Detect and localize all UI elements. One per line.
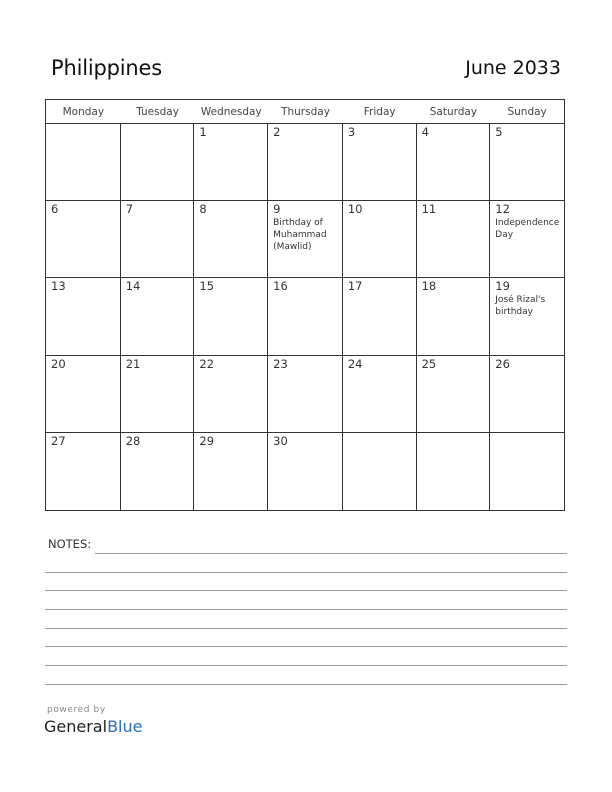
logo-text-general: General <box>44 717 108 736</box>
day-number: 24 <box>347 356 363 371</box>
day-cell <box>490 201 564 278</box>
day-cell <box>268 356 343 433</box>
weekday-header-tuesday: Tuesday <box>121 100 195 124</box>
day-cell <box>194 201 268 278</box>
logo-text-blue: Blue <box>107 717 143 736</box>
day-number: 4 <box>421 125 429 139</box>
day-number: 12 <box>495 202 510 217</box>
day-cell <box>194 356 268 433</box>
day-number: 2 <box>273 125 281 139</box>
day-number: 25 <box>421 356 437 371</box>
day-number: 23 <box>273 356 288 371</box>
notes-line <box>45 609 567 610</box>
day-cell <box>417 201 491 278</box>
day-cell <box>121 278 195 355</box>
day-number: 29 <box>199 433 215 448</box>
day-cell <box>268 124 343 201</box>
day-number: 5 <box>495 125 503 139</box>
weekday-header-monday: Monday <box>46 100 121 124</box>
day-cell <box>343 356 417 433</box>
day-cell <box>194 278 268 355</box>
day-cell <box>490 124 564 201</box>
weekday-header-friday: Friday <box>343 100 417 124</box>
holiday-label: José Rizal's birthday <box>495 295 546 318</box>
notes-line <box>95 553 567 554</box>
day-cell <box>194 433 268 510</box>
generalblue-logo <box>44 717 142 736</box>
day-cell <box>46 124 121 201</box>
weekday-header-saturday: Saturday <box>417 100 491 124</box>
day-cell <box>121 356 195 433</box>
day-cell <box>46 356 121 433</box>
day-number: 8 <box>199 202 207 217</box>
day-cell <box>268 278 343 355</box>
day-number: 18 <box>421 279 437 294</box>
day-number: 15 <box>199 279 215 294</box>
day-cell <box>417 356 491 433</box>
notes-line <box>45 646 567 647</box>
day-cell <box>490 433 564 510</box>
day-number: 11 <box>421 202 437 217</box>
day-cell <box>490 356 564 433</box>
day-number: 16 <box>273 279 288 294</box>
month-title: June 2033 <box>465 57 561 79</box>
day-number: 28 <box>125 433 141 448</box>
notes-label: NOTES: <box>48 537 92 551</box>
weekday-header-thursday: Thursday <box>268 100 343 124</box>
day-cell <box>417 278 491 355</box>
day-cell <box>46 433 121 510</box>
day-cell <box>194 124 268 201</box>
day-number: 17 <box>347 279 363 294</box>
day-cell <box>46 278 121 355</box>
day-cell <box>490 278 564 355</box>
day-number: 21 <box>125 356 141 371</box>
day-number: 7 <box>125 202 134 217</box>
day-number: 1 <box>199 125 207 139</box>
weekday-header-sunday: Sunday <box>490 100 564 124</box>
day-number: 14 <box>125 279 141 294</box>
day-number: 9 <box>273 202 281 217</box>
day-cell <box>343 124 417 201</box>
day-cell <box>46 201 121 278</box>
notes-line <box>45 628 567 629</box>
day-number: 27 <box>51 433 66 448</box>
day-number: 19 <box>495 279 510 294</box>
day-cell <box>343 433 417 510</box>
country-title: Philippines <box>51 56 162 80</box>
day-number: 3 <box>347 125 356 139</box>
day-number: 22 <box>199 356 215 371</box>
day-cell <box>121 124 195 201</box>
day-cell <box>121 201 195 278</box>
day-number: 30 <box>273 433 288 448</box>
day-cell <box>268 433 343 510</box>
day-number: 10 <box>347 202 363 217</box>
calendar-grid <box>45 99 565 511</box>
day-number: 6 <box>51 202 59 217</box>
day-number: 20 <box>51 356 66 371</box>
day-number: 13 <box>51 279 66 294</box>
weekday-header-wednesday: Wednesday <box>194 100 268 124</box>
day-cell <box>417 124 491 201</box>
notes-line <box>45 684 567 685</box>
notes-line <box>45 665 567 666</box>
powered-by-text: powered by <box>47 705 106 715</box>
day-cell <box>417 433 491 510</box>
notes-line <box>45 590 567 591</box>
notes-line <box>45 572 567 573</box>
day-cell <box>343 201 417 278</box>
day-number: 26 <box>495 356 510 371</box>
day-cell <box>121 433 195 510</box>
holiday-label: Birthday of Muhammad (Mawlid) <box>273 218 327 253</box>
day-cell <box>343 278 417 355</box>
holiday-label: Independence Day <box>495 218 560 241</box>
day-cell <box>268 201 343 278</box>
